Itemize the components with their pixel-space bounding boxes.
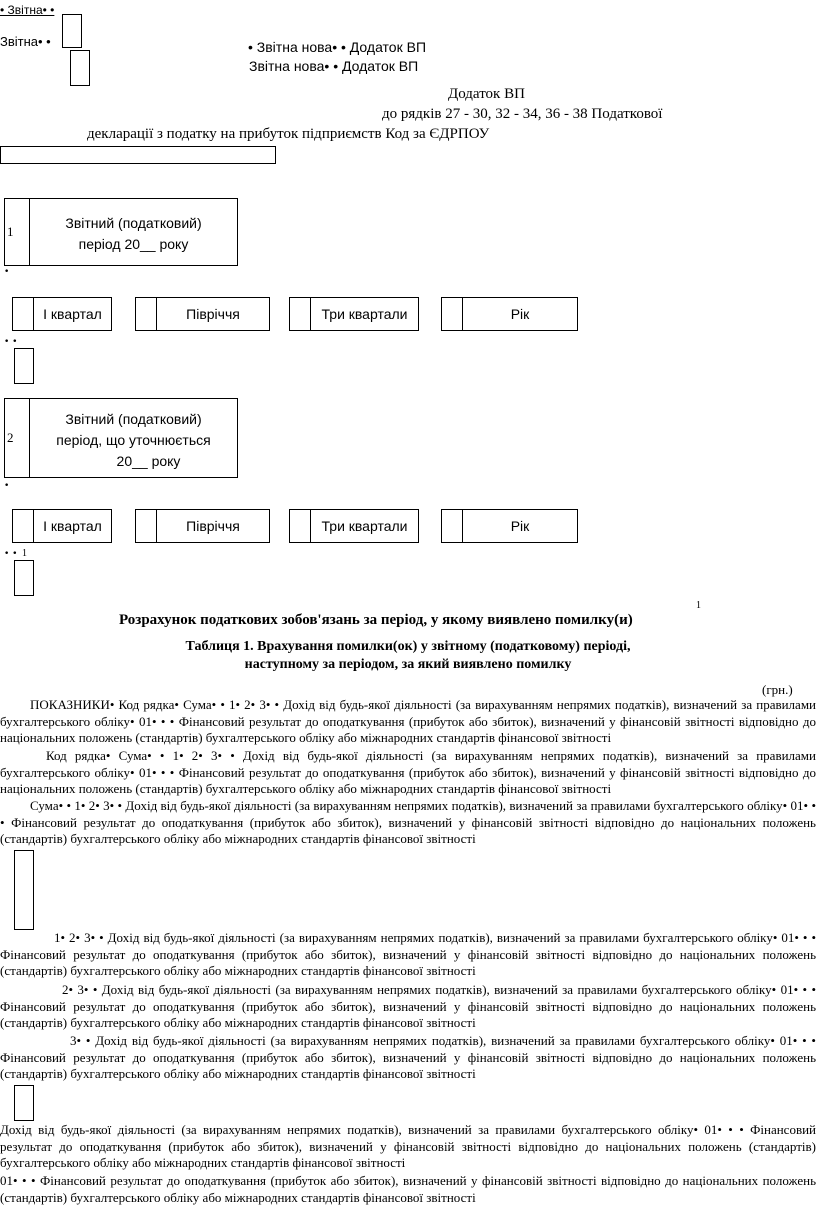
edrpou-input[interactable] — [0, 146, 276, 164]
period-1-box — [4, 198, 238, 266]
q1-quarter-1-checkbox[interactable] — [13, 298, 34, 330]
paragraph-5: 2• 3• • Дохід від будь-якої діяльності (за вирахуванням непрямих податків), визначений за правилами бухгалтерського обліку• 01• • • Фінансовий результат до оподаткування (прибуток або збиток), визначений у фінансовій звітності відповідно до національних положень (стандартів) бухгалтерського обліку або міжнародних стандартів фінансової звітності — [0, 982, 816, 1030]
header-nova-2: Звітна нова• • Додаток ВП — [249, 58, 419, 74]
bullet-1: • — [4, 267, 10, 277]
table-title-1: Таблиця 1. Врахування помилки(ок) у звітному (податковому) періоді, — [185, 639, 631, 654]
q1-year[interactable] — [441, 297, 578, 331]
header-checkbox-2[interactable] — [70, 50, 90, 86]
q2-half-year-label: Півріччя — [186, 518, 240, 534]
calculation-title: Розрахунок податкових зобов'язань за період, у якому виявлено помилку(и) — [119, 612, 633, 628]
period-2-number: 2 — [5, 399, 30, 477]
q1-half-year-checkbox[interactable] — [136, 298, 157, 330]
q2-year[interactable] — [441, 509, 578, 543]
q2-half-year[interactable] — [135, 509, 270, 543]
declaration-label: декларації з податку на прибуток підприємств Код за ЄДРПОУ — [87, 126, 490, 142]
paragraph-4: 1• 2• 3• • Дохід від будь-якої діяльності (за вирахуванням непрямих податків), визначений за правилами бухгалтерського обліку• 01• • • Фінансовий результат до оподаткування (прибуток або збиток), визначений у фінансовій звітності відповідно до національних положень (стандартів) бухгалтерського обліку або міжнародних стандартів фінансової звітності — [0, 930, 816, 978]
paragraph-8: 01• • • Фінансовий результат до оподаткування (прибуток або збиток), визначений у фінансовій звітності відповідно до національних положень (стандартів) бухгалтерського обліку або міжнародних стандартів фінансової звітності — [0, 1173, 816, 1205]
q2-half-year-checkbox[interactable] — [136, 510, 157, 542]
checkbox-2[interactable] — [14, 348, 34, 384]
header-checkbox-1[interactable] — [62, 14, 82, 48]
paragraph-6: 3• • Дохід від будь-якої діяльності (за вирахуванням непрямих податків), визначений за правилами бухгалтерського обліку• 01• • • Фінансовий результат до оподаткування (прибуток або збиток), визначений у фінансовій звітності відповідно до національних положень (стандартів) бухгалтерського обліку або міжнародних стандартів фінансової звітності — [0, 1033, 816, 1081]
paragraph-7: Дохід від будь-якої діяльності (за вирахуванням непрямих податків), визначений за правилами бухгалтерського обліку• 01• • • Фінансовий результат до оподаткування (прибуток або збиток), визначений у фінансовій звітності відповідно до національних положень (стандартів) бухгалтерського обліку або міжнародних стандартів фінансової звітності — [0, 1122, 816, 1170]
footnote-marker: 1 — [696, 600, 701, 611]
rows-label: до рядків 27 - 30, 32 - 34, 36 - 38 Податкової — [382, 106, 663, 122]
period-2-box — [4, 398, 238, 478]
table-title-2: наступному за періодом, за який виявлено помилку — [244, 657, 572, 672]
q2-year-checkbox[interactable] — [442, 510, 463, 542]
period-2-line-3: 20__ року — [116, 453, 181, 469]
q2-quarter-1[interactable] — [12, 509, 112, 543]
q1-three-quarters-checkbox[interactable] — [290, 298, 311, 330]
q1-year-label: Рік — [510, 306, 530, 322]
header-line-1: • Звітна• • — [0, 3, 55, 17]
period-1-number: 1 — [5, 199, 30, 265]
period-2-line-1: Звітний (податковий) — [65, 411, 202, 427]
paragraph-3: Сума• • 1• 2• 3• • Дохід від будь-якої діяльності (за вирахуванням непрямих податків), визначений за правилами бухгалтерського обліку• 01• • • Фінансовий результат до оподаткування (прибуток або збиток), визначений у фінансовій звітності відповідно до національних положень (стандартів) бухгалтерського обліку або міжнародних стандартів фінансової звітності — [0, 798, 816, 846]
bullet-2: • • — [4, 337, 18, 347]
q1-half-year-label: Півріччя — [186, 306, 240, 322]
q1-year-checkbox[interactable] — [442, 298, 463, 330]
q1-quarter-1-label: І квартал — [43, 306, 102, 322]
q1-three-quarters[interactable] — [289, 297, 419, 331]
q2-year-label: Рік — [510, 518, 530, 534]
dodatok-label: Додаток ВП — [448, 86, 525, 102]
checkbox-5[interactable] — [14, 1085, 34, 1121]
q2-three-quarters-checkbox[interactable] — [290, 510, 311, 542]
q2-quarter-1-checkbox[interactable] — [13, 510, 34, 542]
q2-quarter-1-label: І квартал — [43, 518, 102, 534]
period-1-line-1: Звітний (податковий) — [65, 215, 202, 231]
checkbox-4[interactable] — [14, 850, 34, 930]
checkbox-3[interactable] — [14, 560, 34, 596]
paragraph-1: ПОКАЗНИКИ• Код рядка• Сума• • 1• 2• 3• • Дохід від будь-якої діяльності (за вирахуванням непрямих податків), визначений за правилами бухгалтерського обліку• 01• • • Фінансовий результат до оподаткування (прибуток або збиток), визначений у фінансовій звітності відповідно до національних положень (стандартів) бухгалтерського обліку або міжнародних стандартів фінансової звітності — [0, 697, 816, 745]
q2-three-quarters[interactable] — [289, 509, 419, 543]
paragraph-2: Код рядка• Сума• • 1• 2• 3• • Дохід від будь-якої діяльності (за вирахуванням непрямих податків), визначений за правилами бухгалтерського обліку• 01• • • Фінансовий результат до оподаткування (прибуток або збиток), визначений у фінансовій звітності відповідно до національних положень (стандартів) бухгалтерського обліку або міжнародних стандартів фінансової звітності — [0, 748, 816, 796]
bullet-4: • • — [4, 549, 18, 559]
header-nova-1: • Звітна нова• • Додаток ВП — [248, 39, 427, 55]
bullet-4-number: 1 — [22, 548, 27, 559]
q2-three-quarters-label: Три квартали — [321, 518, 408, 534]
q1-three-quarters-label: Три квартали — [321, 306, 408, 322]
period-2-line-2: період, що уточнюється — [56, 432, 211, 448]
bullet-3: • — [4, 481, 10, 491]
period-1-line-2: період 20__ року — [78, 236, 189, 252]
header-line-2: Звітна• • — [0, 34, 51, 49]
q1-half-year[interactable] — [135, 297, 270, 331]
unit-label: (грн.) — [762, 682, 793, 697]
q1-quarter-1[interactable] — [12, 297, 112, 331]
